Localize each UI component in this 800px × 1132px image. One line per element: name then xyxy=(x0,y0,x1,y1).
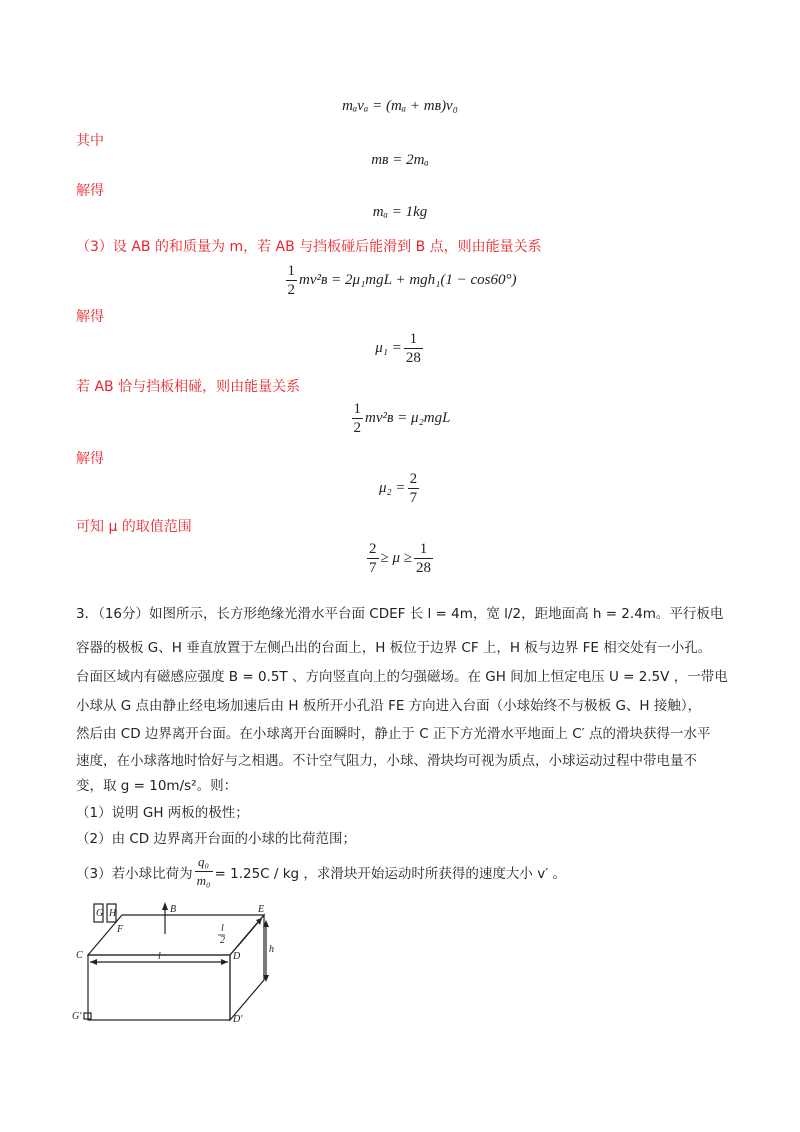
denominator: 7 xyxy=(369,560,377,576)
label-g: G xyxy=(96,908,104,919)
problem-line-4: 小球从 G 点由静止经电场加速后由 H 板所开小孔沿 FE 方向进入台面（小球始终不与极板 G、H 接触）， xyxy=(76,698,702,714)
b-arrowhead xyxy=(162,902,168,910)
problem-line-3: 台面区域内有磁感应强度 B = 0.5T 、方向竖直向上的匀强磁场。在 GH 间加上恒定电压 U = 2.5V ，一带电 xyxy=(76,669,728,685)
numerator: 1 xyxy=(353,401,361,417)
numerator: 1 xyxy=(404,330,423,349)
numerator: 2 xyxy=(409,471,418,487)
width-arrow xyxy=(238,920,260,946)
charge-mass-fraction xyxy=(195,853,213,890)
problem-line-6: 速度，在小球落地时恰好与之相遇。不计空气阻力，小球、滑块均可视为质点，小球运动过程中带电量不 xyxy=(76,753,697,769)
label-qizhong: 其中 xyxy=(76,133,104,149)
table-front-face xyxy=(88,955,230,1020)
text-range: 可知 μ 的取值范围 xyxy=(76,519,192,535)
fraction xyxy=(414,540,433,577)
label-jiede-2: 解得 xyxy=(76,309,104,325)
question-3-prefix: （3）若小球比荷为 xyxy=(76,865,193,882)
numerator: 1 xyxy=(287,263,295,279)
label-jiede-1: 解得 xyxy=(76,183,104,199)
label-l: l xyxy=(158,951,161,962)
equation-mass-ratio: mʙ = 2mₐ xyxy=(371,152,429,168)
fraction xyxy=(286,262,298,299)
denominator: 28 xyxy=(405,350,421,366)
numerator: 1 xyxy=(414,540,433,559)
inequality-middle: ≥ μ ≥ xyxy=(380,549,412,566)
length-arrowhead-right xyxy=(221,959,228,965)
denominator: 7 xyxy=(409,490,418,506)
label-h-height: h xyxy=(269,944,274,955)
problem-line-2: 容器的极板 G、H 垂直放置于左侧凸出的台面上，H 板位于边界 CF 上，H 板与边界 FE 相交处有一小孔。 xyxy=(76,640,712,656)
problem-line-7: 变，取 g = 10m/s²。则： xyxy=(76,778,238,794)
label-jiede-3: 解得 xyxy=(76,451,104,467)
fraction xyxy=(352,400,364,437)
equation-lhs: μ₁ = xyxy=(375,339,402,356)
length-arrowhead-left xyxy=(90,959,97,965)
label-e: E xyxy=(258,904,265,915)
equation-energy-1 xyxy=(0,262,800,299)
question-3 xyxy=(76,853,736,890)
table-top-face xyxy=(88,915,264,955)
numerator: 2 xyxy=(369,541,377,557)
equation-rest: mv²ʙ = μ₂mgL xyxy=(365,409,451,426)
fraction xyxy=(404,330,423,367)
problem-line-5: 然后由 CD 边界离开台面。在小球离开台面瞬时，静止于 C 正下方光滑水平地面上 C′ 点的滑块获得一水平 xyxy=(76,726,711,742)
denominator: 28 xyxy=(416,560,431,576)
problem-line-1: 3．（16分）如图所示，长方形绝缘光滑水平台面 CDEF 长 l = 4m，宽 l/2，距地面高 h = 2.4m。平行板电 xyxy=(76,606,724,622)
denominator: 2 xyxy=(353,420,361,436)
label-d: D xyxy=(233,951,241,962)
equation-energy-2 xyxy=(0,400,800,437)
part3-text: （3）设 AB 的和质量为 m，若 AB 与挡板碰后能滑到 B 点，则由能量关系 xyxy=(76,239,542,255)
equation-mu1 xyxy=(0,330,800,367)
equation-momentum: mₐvₐ = (mₐ + mʙ)v₀ xyxy=(342,98,458,114)
question-1: （1）说明 GH 两板的极性； xyxy=(76,805,249,821)
denominator: m₀ xyxy=(196,873,211,888)
label-d-prime: D′ xyxy=(233,1014,243,1025)
denominator: 2 xyxy=(287,282,295,298)
equation-rest: mv²ʙ = 2μ₁mgL + mgh₁(1 − cos60°) xyxy=(299,271,517,288)
equation-lhs: μ₂ = xyxy=(378,479,406,496)
label-h: H xyxy=(109,908,117,919)
equation-mass-a: mₐ = 1kg xyxy=(372,204,428,220)
question-3-suffix: = 1.25C / kg ，求滑块开始运动时所获得的速度大小 v′ 。 xyxy=(214,865,567,882)
fraction xyxy=(408,470,420,507)
label-g-prime: G′ xyxy=(72,1011,82,1022)
label-l2-num: l xyxy=(221,923,224,934)
label-l2-den: 2 xyxy=(220,935,225,946)
text-qiapeng: 若 AB 恰与挡板相碰，则由能量关系 xyxy=(76,379,301,395)
table-diagram xyxy=(70,900,300,1025)
question-2: （2）由 CD 边界离开台面的小球的比荷范围； xyxy=(76,831,356,847)
label-c: C xyxy=(76,950,83,961)
fraction xyxy=(367,540,379,577)
numerator: q₀ xyxy=(195,853,213,872)
label-f: F xyxy=(117,924,124,935)
table-right-face xyxy=(230,915,264,1020)
equation-mu-range xyxy=(0,540,800,577)
label-b: B xyxy=(170,904,177,915)
equation-mu2 xyxy=(0,470,800,507)
